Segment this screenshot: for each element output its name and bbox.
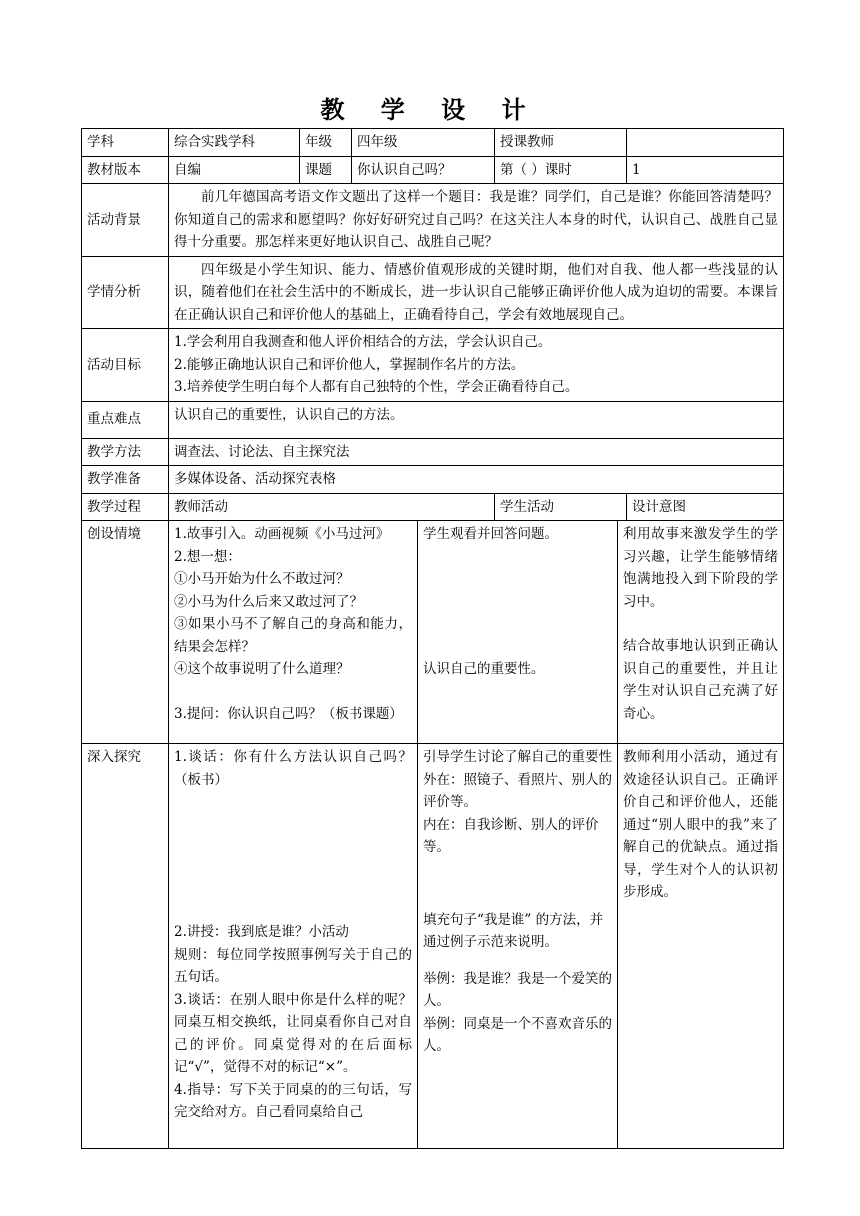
- stage1-teacher-line: 1.故事引入。动画视频《小马过河》: [174, 526, 390, 542]
- stage2-student-line: 填充句子“我是谁” 的方法，并通过例子示范来说明。: [423, 911, 604, 950]
- edition-value: 自编: [169, 156, 300, 184]
- info-row-2: [82, 156, 784, 184]
- stage2-row: [82, 744, 784, 1149]
- goal-item: 2.能够正确地认识自己和评价他人，掌握制作名片的方法。: [174, 356, 525, 373]
- prep-row: [82, 466, 784, 494]
- period-value: 1: [627, 156, 784, 184]
- stage1-teacher: [169, 521, 418, 744]
- stage2-teacher-line: 规则：每位同学按照事例写关于自己的五句话。: [174, 946, 412, 985]
- stage1-intent-line: 利用故事来激发学生的学习兴趣，让学生能够情绪饱满地投入到下阶段的学习中。: [623, 526, 778, 610]
- topic-value: 你认识自己吗？: [352, 156, 495, 184]
- stage2-student-line: 举例：同桌是一个不喜欢音乐的人。: [423, 1015, 612, 1054]
- lesson-plan-table: [81, 128, 784, 521]
- design-intent-header: 设计意图: [627, 493, 784, 521]
- stage2-label: 深入探究: [82, 744, 169, 1149]
- stage2-teacher-line: 4.指导：写下关于同桌的的三句话，写完交给对方。自己看同桌给自己: [174, 1081, 412, 1120]
- stage2-teacher-line: 2.讲授：我到底是谁？小活动: [174, 924, 349, 940]
- goals-list: [169, 329, 784, 402]
- stage1-intent-line: 结合故事地认识到正确认识自己的重要性，并且让学生对认识自己充满了好奇心。: [623, 638, 778, 722]
- student-activity-header: 学生活动: [495, 493, 627, 521]
- stage1-teacher-line: 2.想一想：: [174, 548, 241, 565]
- goals-label: 活动目标: [82, 329, 169, 402]
- goal-item: 3.培养使学生明白每个人都有自己独特的个性，学会正确看待自己。: [174, 379, 579, 395]
- stage1-label: 创设情境: [82, 521, 169, 744]
- keypoints-label: 重点难点: [82, 401, 169, 438]
- process-header-row: [82, 493, 784, 521]
- stage2-student: [418, 744, 618, 1149]
- teacher-label: 授课教师: [495, 129, 627, 157]
- stage1-teacher-line: ③如果小马不了解自己的身高和能力，结果会怎样？: [174, 616, 412, 655]
- subject-label: 学科: [82, 129, 169, 157]
- page-title: 教 学 设 计: [320, 95, 540, 124]
- goal-item: 1.学会利用自我测查和他人评价相结合的方法，学会认识自己。: [174, 334, 552, 350]
- edition-label: 教材版本: [82, 156, 169, 184]
- teacher-activity-header: 教师活动: [169, 493, 495, 521]
- prep-label: 教学准备: [82, 466, 169, 494]
- keypoints-row: [82, 401, 784, 438]
- background-row: [82, 184, 784, 257]
- stage2-student-line: 举例：我是谁？我是一个爱笑的人。: [423, 970, 612, 1009]
- methods-text: 调查法、讨论法、自主探究法: [169, 438, 784, 466]
- stage1-row: [82, 521, 784, 744]
- methods-row: [82, 438, 784, 466]
- stage1-teacher-line: ②小马为什么后来又敢过河了？: [174, 593, 363, 610]
- prep-text: 多媒体设备、活动探究表格: [169, 466, 784, 494]
- stage1-teacher-line: ①小马开始为什么不敢过河？: [174, 571, 350, 587]
- analysis-text: 四年级是小学生知识、能力、情感价值观形成的关键时期，他们对自我、他人都一些浅显的认识，随着他们在社会生活中的不断成长，进一步认识自己能够正确评价他人成为迫切的需要。本课旨在正确认识自己和评价他人的基础上，正确看待自己，学会有效地展现自己。: [169, 256, 784, 329]
- goals-row: [82, 329, 784, 402]
- background-text: 前几年德国高考语文作文题出了这样一个题目：我是谁？同学们，自己是谁？你能回答清楚吗？你知道自己的需求和愿望吗？你好好研究过自己吗？在这关注人本身的时代，认识自己、战胜自己显得十分重要。那怎样来更好地认识自己、战胜自己呢？: [169, 184, 784, 257]
- stage1-intent: [618, 521, 784, 744]
- process-label: 教学过程: [82, 493, 169, 521]
- stage1-student-line: 学生观看并回答问题。: [423, 526, 558, 542]
- stage2-student-line: 内在：自我诊断、别人的评价等。: [423, 816, 599, 855]
- stage2-teacher: [169, 744, 418, 1149]
- stage2-student-line: 外在：照镜子、看照片、别人的评价等。: [423, 771, 612, 810]
- stage2-intent: 教师利用小活动，通过有效途径认识自己。正确评价自己和评价他人，还能通过“别人眼中的我”来了解自己的优缺点。通过指导，学生对个人的认识初步形成。: [618, 744, 784, 1149]
- stage1-teacher-line: ④这个故事说明了什么道理？: [174, 661, 350, 677]
- stage2-student-line: 引导学生讨论了解自己的重要性: [423, 749, 612, 765]
- subject-value: 综合实践学科: [169, 129, 300, 157]
- info-row-1: [82, 129, 784, 157]
- topic-label: 课题: [300, 156, 352, 184]
- analysis-row: [82, 256, 784, 329]
- analysis-label: 学情分析: [82, 256, 169, 329]
- teacher-value: [627, 129, 784, 157]
- period-label: 第（ ）课时: [495, 156, 627, 184]
- stage2-teacher-line: 1.谈话：你有什么方法认识自己吗？（板书）: [174, 749, 412, 788]
- background-label: 活动背景: [82, 184, 169, 257]
- methods-label: 教学方法: [82, 438, 169, 466]
- stage1-student: [418, 521, 618, 744]
- stage1-teacher-line: 3.提问：你认识自己吗？（板书课题）: [174, 705, 403, 722]
- stage1-student-line: 认识自己的重要性。: [423, 660, 545, 677]
- stage2-teacher-line: 3.谈话：在别人眼中你是什么样的呢？同桌互相交换纸，让同桌看你自己对自己的评价。同桌觉得对的在后面标记“√”，觉得不对的标记“×”。: [174, 991, 412, 1075]
- grade-value: 四年级: [352, 129, 495, 157]
- grade-label: 年级: [300, 129, 352, 157]
- keypoints-text: 认识自己的重要性，认识自己的方法。: [169, 401, 784, 438]
- process-table: [81, 520, 784, 1149]
